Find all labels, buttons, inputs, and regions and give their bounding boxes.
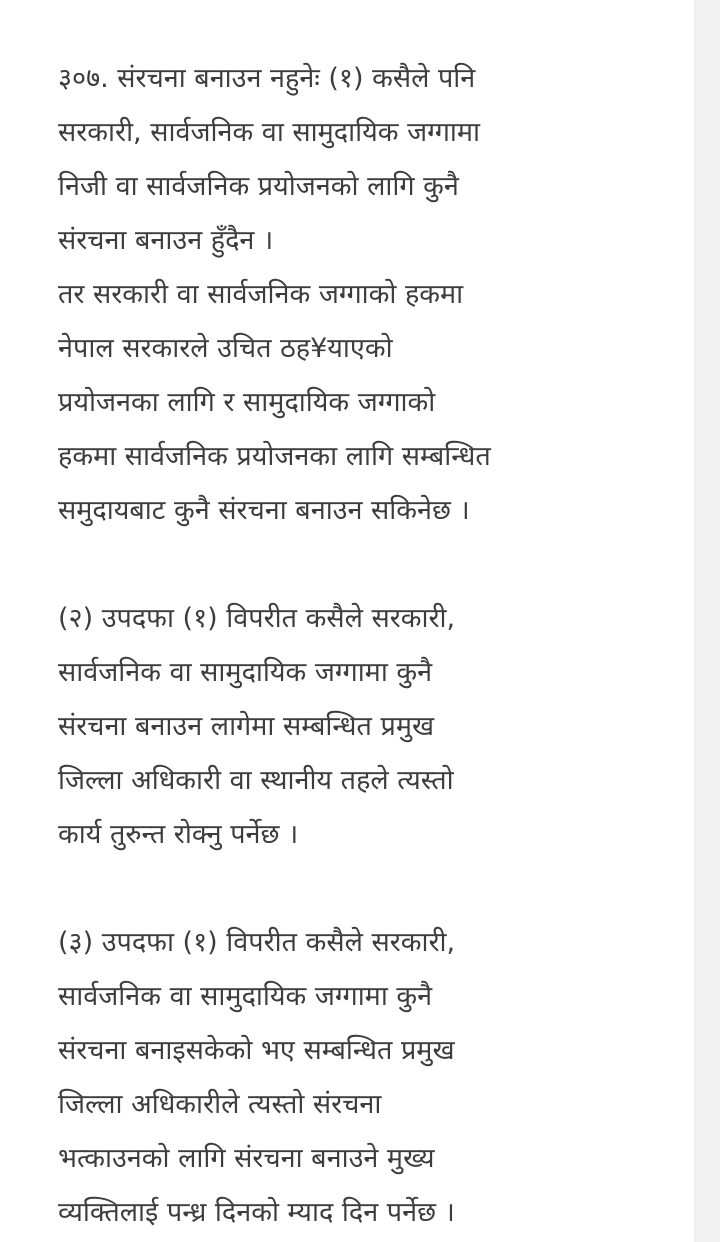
text-line: संरचना बनाउन हुँदैन ।	[58, 225, 274, 256]
paragraph-subsection-2	[58, 592, 678, 862]
text-line: सरकारी, सार्वजनिक वा सामुदायिक जग्गामा	[58, 117, 481, 148]
text-line: हकमा सार्वजनिक प्रयोजनका लागि सम्बन्धित	[58, 441, 491, 472]
paragraph-subsection-3	[58, 916, 678, 1240]
scrollbar-track[interactable]	[694, 0, 720, 1242]
text-line: जिल्ला अधिकारीले त्यस्तो संरचना	[58, 1089, 382, 1120]
text-line: जिल्ला अधिकारी वा स्थानीय तहले त्यस्तो	[58, 765, 454, 796]
text-line: कार्य तुरुन्त रोक्नु पर्नेछ ।	[58, 819, 299, 850]
text-line: सार्वजनिक वा सामुदायिक जग्गामा कुनै	[58, 981, 433, 1012]
text-line: सार्वजनिक वा सामुदायिक जग्गामा कुनै	[58, 657, 433, 688]
document-body	[58, 52, 678, 1242]
paragraph-section-307-1	[58, 52, 678, 538]
text-line: नेपाल सरकारले उचित ठह¥याएको	[58, 333, 393, 364]
text-line: (२) उपदफा (१) विपरीत कसैले सरकारी,	[58, 603, 456, 634]
text-line: व्यक्तिलाई पन्ध्र दिनको म्याद दिन पर्नेछ ।	[58, 1197, 455, 1228]
text-line: भत्काउनको लागि संरचना बनाउने मुख्य	[58, 1143, 435, 1174]
text-line: निजी वा सार्वजनिक प्रयोजनको लागि कुनै	[58, 171, 459, 202]
text-line: तर सरकारी वा सार्वजनिक जग्गाको हकमा	[58, 279, 464, 310]
text-line: संरचना बनाइसकेको भए सम्बन्धित प्रमुख	[58, 1035, 455, 1066]
text-line: संरचना बनाउन लागेमा सम्बन्धित प्रमुख	[58, 711, 435, 742]
text-line: (३) उपदफा (१) विपरीत कसैले सरकारी,	[58, 927, 456, 958]
text-line: प्रयोजनका लागि र सामुदायिक जग्गाको	[58, 387, 436, 418]
text-line: समुदायबाट कुनै संरचना बनाउन सकिनेछ ।	[58, 495, 470, 526]
text-line: ३०७. संरचना बनाउन नहुनेः (१) कसैले पनि	[58, 63, 476, 94]
